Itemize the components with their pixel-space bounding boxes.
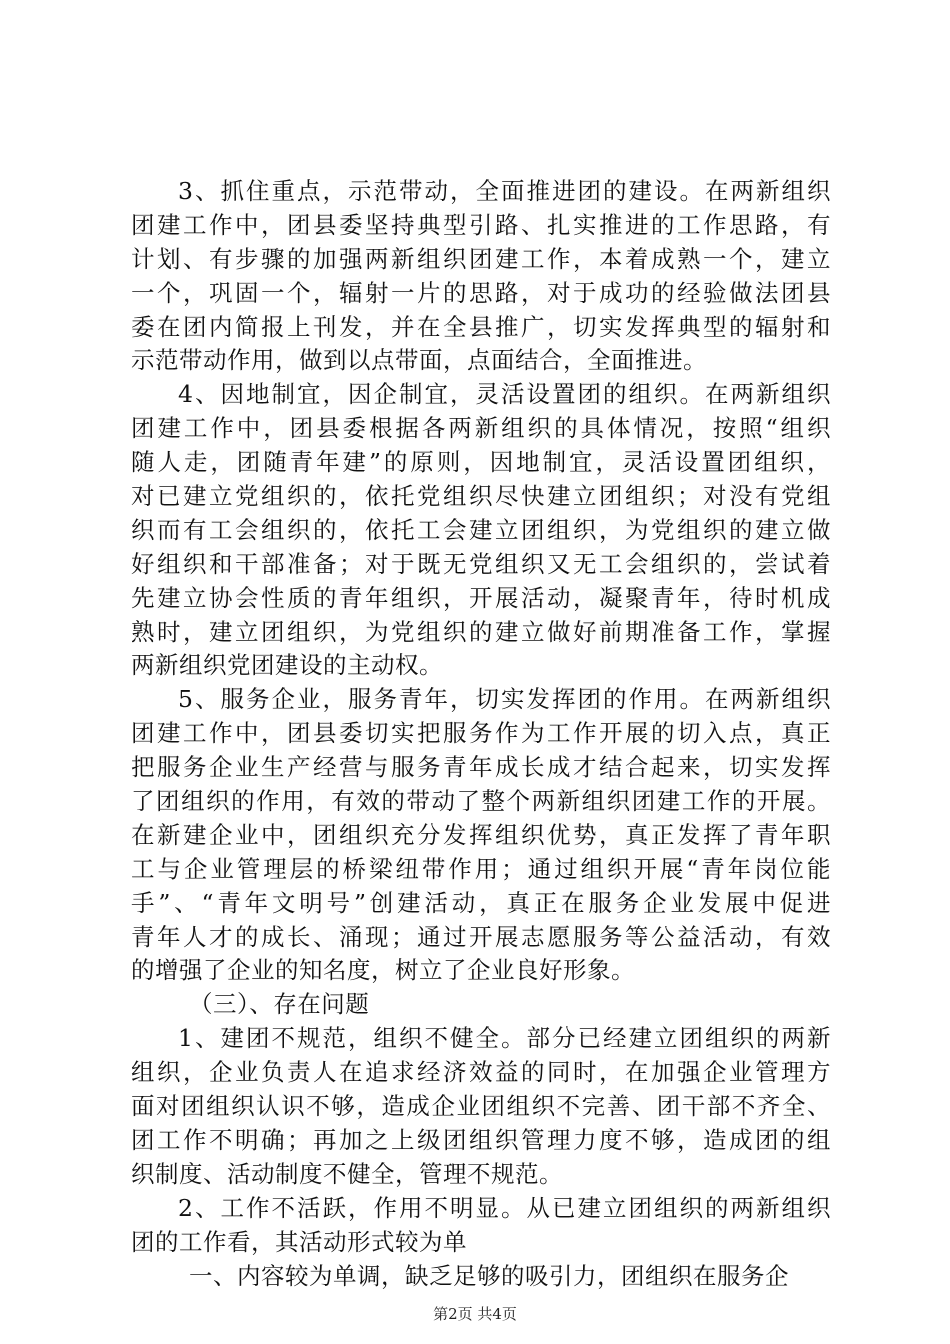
text-line: 好组织和干部准备；对于既无党组织又无工会组织的，尝试着: [131, 549, 831, 578]
text-line: 面对团组织认识不够，造成企业团组织不完善、团干部不齐全、: [131, 1092, 831, 1121]
text-line: 团的工作看，其活动形式较为单: [131, 1227, 467, 1256]
text-line: 在新建企业中，团组织充分发挥组织优势，真正发挥了青年职: [131, 820, 831, 849]
text-line: 计划、有步骤的加强两新组织团建工作，本着成熟一个，建立: [131, 244, 831, 273]
text-line: 1、建团不规范，组织不健全。部分已经建立团组织的两新: [178, 1024, 831, 1053]
text-line: 团建工作中，团县委切实把服务作为工作开展的切入点，真正: [131, 719, 831, 748]
text-line: 对已建立党组织的，依托党组织尽快建立团组织；对没有党组: [131, 482, 831, 511]
text-line: 随人走，团随青年建”的原则，因地制宜，灵活设置团组织，: [131, 448, 831, 477]
text-line: 示范带动作用，做到以点带面，点面结合，全面推进。: [131, 346, 707, 375]
text-line: 组织，企业负责人在追求经济效益的同时，在加强企业管理方: [131, 1058, 831, 1087]
text-line: 两新组织党团建设的主动权。: [131, 651, 443, 680]
text-line: 2、工作不活跃，作用不明显。从已建立团组织的两新组织: [178, 1193, 831, 1222]
body-text: [131, 175, 831, 1293]
text-line: 的增强了企业的知名度，树立了企业良好形象。: [131, 956, 635, 985]
text-line: 了团组织的作用，有效的带动了整个两新组织团建工作的开展。: [131, 787, 831, 816]
section-heading: （三）、存在问题: [189, 990, 370, 1019]
text-line: 一、内容较为单调，缺乏足够的吸引力，团组织在服务企: [189, 1261, 789, 1290]
text-line: 工与企业管理层的桥梁纽带作用；通过组织开展“青年岗位能: [131, 854, 831, 883]
text-line: 团建工作中，团县委根据各两新组织的具体情况，按照“组织: [131, 414, 831, 443]
page-number-label: 第2页 共4页: [433, 1305, 517, 1323]
text-line: 委在团内简报上刊发，并在全县推广，切实发挥典型的辐射和: [131, 312, 831, 341]
text-line: 一个，巩固一个，辐射一片的思路，对于成功的经验做法团县: [131, 278, 831, 307]
text-line: 把服务企业生产经营与服务青年成长成才结合起来，切实发挥: [131, 753, 831, 782]
text-line: 5、服务企业，服务青年，切实发挥团的作用。在两新组织: [178, 685, 831, 714]
text-line: 青年人才的成长、涌现；通过开展志愿服务等公益活动，有效: [131, 922, 831, 951]
text-line: 先建立协会性质的青年组织，开展活动，凝聚青年，待时机成: [131, 583, 831, 612]
text-line: 手”、“青年文明号”创建活动，真正在服务企业发展中促进: [131, 888, 831, 917]
text-line: 团建工作中，团县委坚持典型引路、扎实推进的工作思路，有: [131, 210, 831, 239]
text-line: 织而有工会组织的，依托工会建立团组织，为党组织的建立做: [131, 515, 831, 544]
page-footer: [0, 1304, 950, 1324]
text-line: 团工作不明确；再加之上级团组织管理力度不够，造成团的组: [131, 1125, 831, 1154]
text-line: 织制度、活动制度不健全，管理不规范。: [131, 1159, 563, 1188]
text-line: 3、抓住重点，示范带动，全面推进团的建设。在两新组织: [178, 177, 831, 205]
text-line: 4、因地制宜，因企制宜，灵活设置团的组织。在两新组织: [178, 380, 831, 409]
text-line: 熟时，建立团组织，为党组织的建立做好前期准备工作，掌握: [131, 617, 831, 646]
